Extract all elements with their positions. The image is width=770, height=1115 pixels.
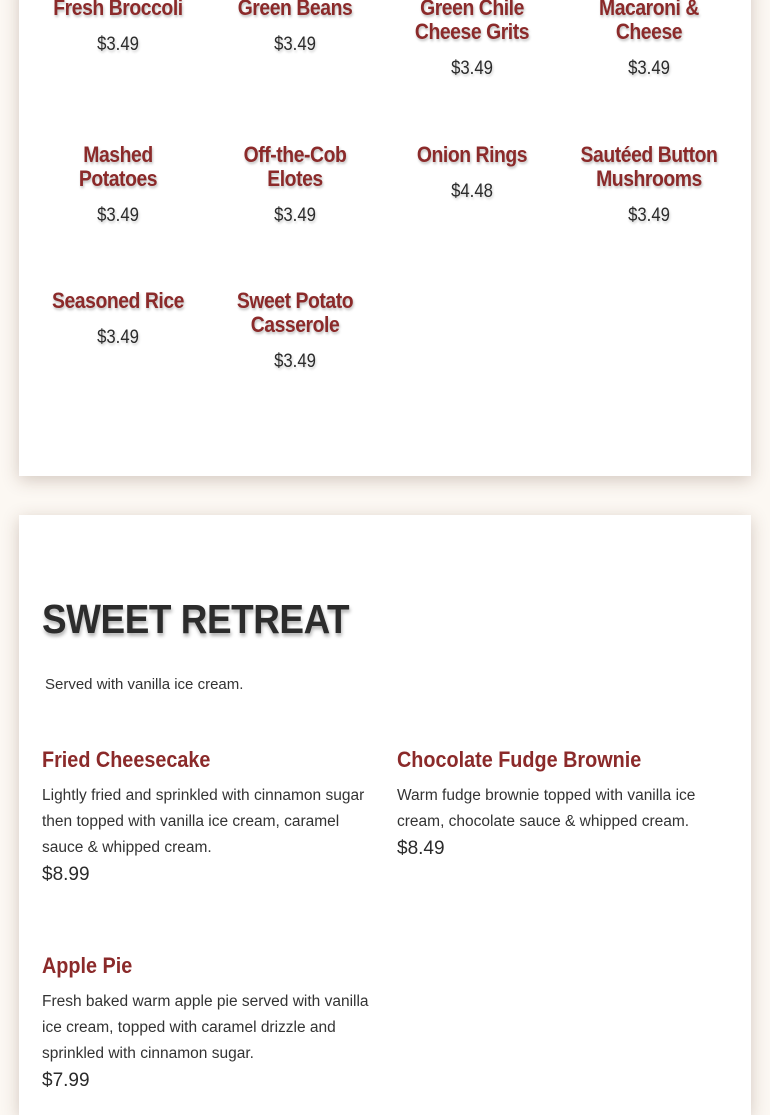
side-name: Green Beans xyxy=(237,0,353,20)
dessert-item-fried-cheesecake xyxy=(42,747,372,887)
dessert-description: Fresh baked warm apple pie served with vanilla ice cream, topped with caramel drizzle and sprinkled with cinnamon sugar. xyxy=(42,993,369,1062)
side-name: Sautéed Button Mushrooms xyxy=(580,142,718,191)
side-price: $3.49 xyxy=(628,205,670,226)
side-price: $3.49 xyxy=(274,34,316,55)
side-price: $3.49 xyxy=(97,327,139,348)
sweet-retreat-card xyxy=(19,515,751,1115)
side-price: $3.49 xyxy=(451,58,493,79)
dessert-name: Apple Pie xyxy=(42,953,133,978)
dessert-price: $7.99 xyxy=(42,1070,90,1091)
side-price: $3.49 xyxy=(97,34,139,55)
side-name: Sweet Potato Casserole xyxy=(236,288,354,337)
side-name: Off-the-Cob Elotes xyxy=(243,142,347,191)
dessert-name: Chocolate Fudge Brownie xyxy=(397,747,642,772)
side-name: Mashed Potatoes xyxy=(78,142,158,191)
dessert-description: Warm fudge brownie topped with vanilla ice cream, chocolate sauce & whipped cream. xyxy=(397,787,696,830)
side-item xyxy=(564,143,734,226)
side-price: $3.49 xyxy=(274,351,316,372)
dessert-price: $8.49 xyxy=(397,838,445,859)
side-item xyxy=(33,143,203,226)
side-item xyxy=(387,143,557,202)
side-name: Green Chile Cheese Grits xyxy=(414,0,530,44)
side-name: Macaroni & Cheese xyxy=(599,0,699,44)
side-name: Onion Rings xyxy=(416,142,528,167)
side-item xyxy=(387,0,557,79)
sides-card xyxy=(19,0,751,476)
side-price: $3.49 xyxy=(97,205,139,226)
side-item xyxy=(210,0,380,55)
side-price: $3.49 xyxy=(274,205,316,226)
dessert-item-chocolate-fudge-brownie xyxy=(397,747,727,861)
side-name: Seasoned Rice xyxy=(51,288,184,313)
section-title: SWEET RETREAT xyxy=(42,596,350,642)
side-name: Fresh Broccoli xyxy=(53,0,183,20)
side-price: $3.49 xyxy=(628,58,670,79)
side-item xyxy=(210,143,380,226)
dessert-name: Fried Cheesecake xyxy=(42,747,211,772)
dessert-item-apple-pie xyxy=(42,953,372,1093)
side-price: $4.48 xyxy=(451,181,493,202)
side-item xyxy=(210,289,380,372)
side-item xyxy=(33,289,203,348)
side-item xyxy=(564,0,734,79)
dessert-description: Lightly fried and sprinkled with cinnamon sugar then topped with vanilla ice cream, caramel sauce & whipped cream. xyxy=(42,787,365,856)
dessert-price: $8.99 xyxy=(42,864,90,885)
side-item xyxy=(33,0,203,55)
section-subtitle: Served with vanilla ice cream. xyxy=(45,676,244,693)
